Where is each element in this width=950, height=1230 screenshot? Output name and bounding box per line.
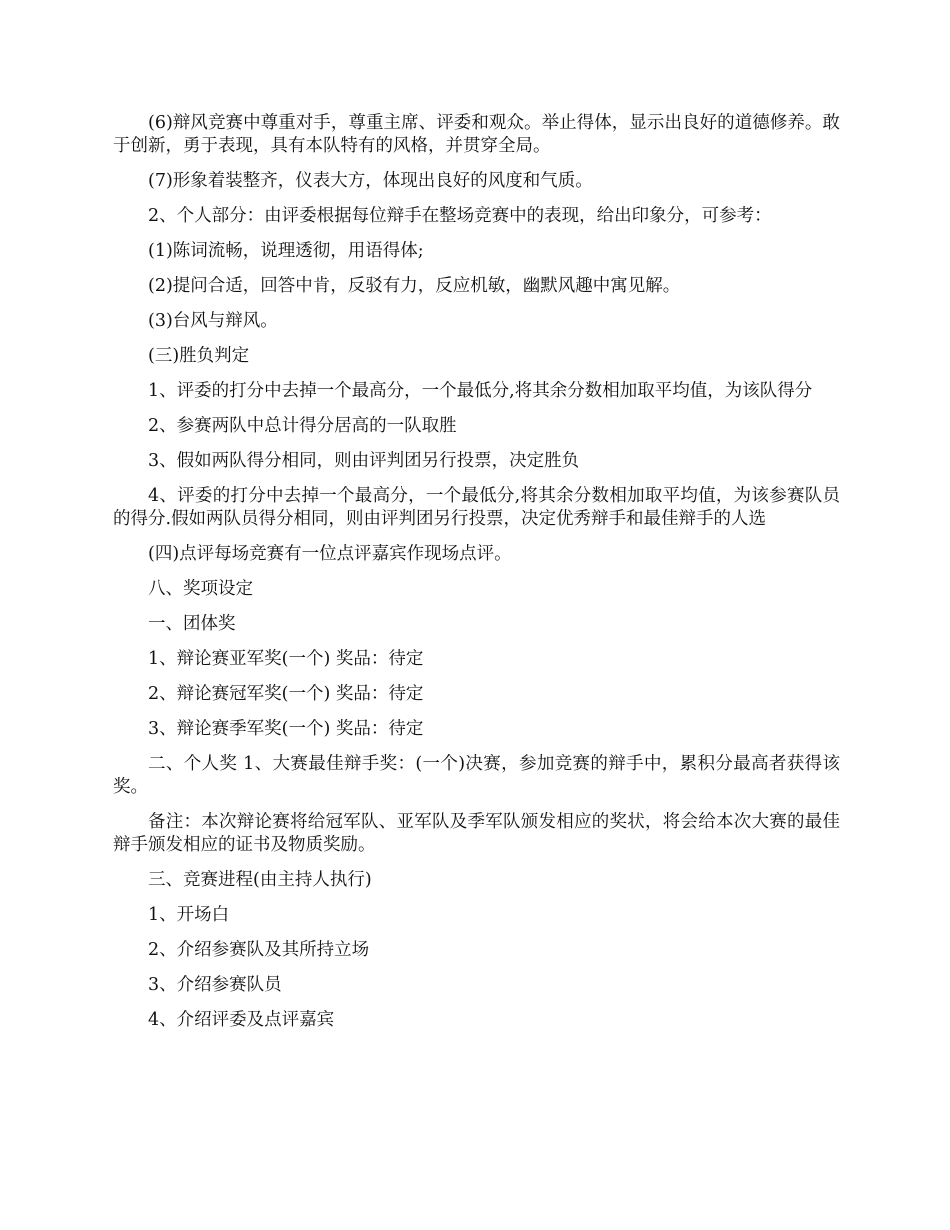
paragraph-criterion-2: (2)提问合适，回答中肯，反驳有力，反应机敏，幽默风趣中寓见解。: [148, 276, 681, 296]
section-heading-commentary: (四)点评每场竞赛有一位点评嘉宾作现场点评。: [148, 544, 512, 564]
award-item-runner-up: 1、辩论赛亚军奖(一个) 奖品：待定: [148, 649, 424, 669]
paragraph-criterion-1: (1)陈词流畅，说理透彻，用语得体;: [148, 241, 424, 261]
process-item-members: 3、介绍参赛队员: [148, 975, 282, 995]
paragraph-note: 备注：本次辩论赛将给冠军队、亚军队及季军队颁发相应的奖状，将会给本次大赛的最佳辩手颁发相应的证书及物质奖励。: [113, 812, 840, 855]
section-heading-process: 三、竞赛进程(由主持人执行): [148, 870, 372, 890]
paragraph-individual-award: 二、个人奖 1、大赛最佳辩手奖：(一个)决赛，参加竞赛的辩手中，累积分最高者获得该奖。: [113, 754, 840, 797]
paragraph-judging-2: 2、参赛两队中总计得分居高的一队取胜: [148, 416, 457, 436]
paragraph-judging-3: 3、假如两队得分相同，则由评判团另行投票，决定胜负: [148, 451, 580, 471]
award-item-third-place: 3、辩论赛季军奖(一个) 奖品：待定: [148, 719, 424, 739]
process-item-judges: 4、介绍评委及点评嘉宾: [148, 1010, 335, 1030]
document-body: [113, 112, 840, 1044]
process-item-teams: 2、介绍参赛队及其所持立场: [148, 940, 370, 960]
paragraph-judging-4: 4、评委的打分中去掉一个最高分，一个最低分,将其余分数相加取平均值，为该参赛队员的得分.假如两队员得分相同，则由评判团另行投票，决定优秀辩手和最佳辩手的人选: [113, 486, 840, 529]
paragraph-criterion-3: (3)台风与辩风。: [148, 311, 278, 331]
award-item-champion: 2、辩论赛冠军奖(一个) 奖品：待定: [148, 684, 424, 704]
paragraph-debate-style: (6)辩风竞赛中尊重对手，尊重主席、评委和观众。举止得体，显示出良好的道德修养。敢于创新，勇于表现，具有本队特有的风格，并贯穿全局。: [113, 113, 840, 156]
paragraph-judging-1: 1、评委的打分中去掉一个最高分，一个最低分,将其余分数相加取平均值，为该队得分: [148, 381, 813, 401]
paragraph-appearance: (7)形象着装整齐，仪表大方，体现出良好的风度和气质。: [148, 171, 593, 191]
section-heading-awards: 八、奖项设定: [148, 579, 253, 599]
paragraph-individual-section: 2、个人部分：由评委根据每位辩手在整场竞赛中的表现，给出印象分，可参考：: [148, 206, 772, 226]
subheading-team-awards: 一、团体奖: [148, 614, 236, 634]
section-heading-judging: (三)胜负判定: [148, 346, 250, 366]
process-item-opening: 1、开场白: [148, 905, 230, 925]
